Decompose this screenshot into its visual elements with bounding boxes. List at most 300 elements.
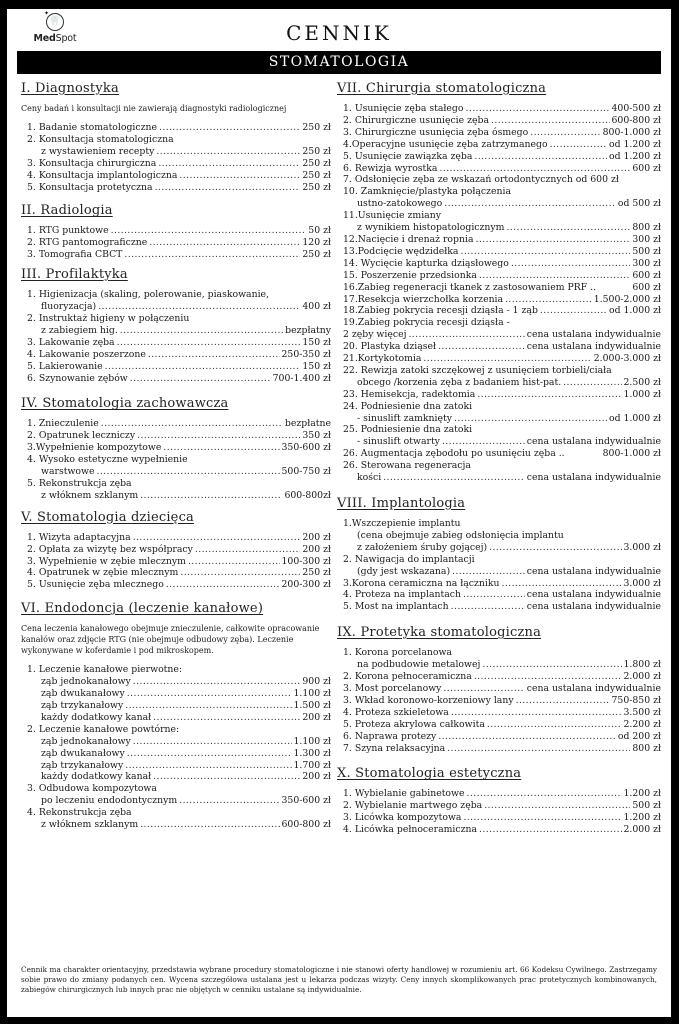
item-label: 21.Kortykotomia bbox=[343, 353, 422, 365]
dot-leader bbox=[133, 676, 301, 688]
item-label: 6. Rewizja wyrostka bbox=[343, 162, 438, 174]
item-label: 1. Leczenie kanałowe pierwotne: bbox=[27, 664, 183, 676]
price-list-card bbox=[7, 9, 671, 1017]
item-price: 350-600 zł bbox=[281, 442, 331, 454]
item-price: 250 zł bbox=[302, 181, 331, 193]
section-diagnostyka bbox=[21, 81, 331, 193]
item-price: 1.700 zł bbox=[293, 759, 331, 771]
item-label: każdy dodatkowy kanał bbox=[41, 771, 152, 783]
dot-leader bbox=[463, 589, 525, 601]
dot-leader bbox=[489, 542, 621, 554]
item-price: 400 zł bbox=[302, 301, 331, 313]
price-item bbox=[27, 736, 331, 748]
dot-leader bbox=[474, 671, 622, 683]
price-item bbox=[27, 361, 331, 373]
item-price: cena ustalana indywidualnie bbox=[526, 565, 661, 577]
dot-leader bbox=[125, 760, 291, 772]
price-item bbox=[27, 373, 331, 385]
dot-leader bbox=[438, 731, 616, 743]
price-item bbox=[343, 377, 661, 389]
section-implantologia bbox=[337, 496, 661, 613]
item-label: 3.Wypełnienie kompozytowe bbox=[27, 442, 162, 454]
price-item bbox=[343, 353, 661, 365]
item-price: 2.000 zł bbox=[623, 824, 661, 836]
item-label: każdy dodatkowy kanał bbox=[41, 711, 152, 723]
dot-leader bbox=[127, 688, 292, 700]
item-price: 700-1.400 zł bbox=[272, 372, 331, 384]
item-price: 2.000 zł bbox=[623, 671, 661, 683]
dot-leader bbox=[111, 225, 307, 237]
price-item bbox=[343, 210, 661, 222]
item-price: 1.000 zł bbox=[623, 388, 661, 400]
dot-leader bbox=[133, 532, 301, 544]
dot-leader bbox=[451, 601, 525, 613]
item-price: 350-600 zł bbox=[281, 795, 331, 807]
section-profilaktyka bbox=[21, 267, 331, 384]
item-price: 200-300 zł bbox=[281, 579, 331, 591]
item-label: ząb jednokanałowy bbox=[41, 676, 131, 688]
item-label: obcego /korzenia zęba z badaniem hist-pat. bbox=[357, 376, 562, 388]
dot-leader bbox=[137, 430, 300, 442]
item-price: od 1.200 zł bbox=[609, 138, 661, 150]
dot-leader bbox=[195, 544, 301, 556]
dot-leader bbox=[447, 743, 630, 755]
price-item bbox=[343, 139, 661, 151]
item-price: 200 zł bbox=[302, 771, 331, 783]
item-label: 2. Wybielanie martwego zęba bbox=[343, 800, 483, 812]
item-price: 1.300 zł bbox=[293, 747, 331, 759]
price-item bbox=[343, 472, 661, 484]
item-label: ustno-zatokowego bbox=[357, 198, 443, 210]
price-item bbox=[27, 807, 331, 819]
price-item bbox=[343, 424, 661, 436]
item-price: od 1.200 zł bbox=[609, 150, 661, 162]
price-item bbox=[343, 448, 661, 460]
item-label: 1. Usunięcie zęba stałego bbox=[343, 103, 464, 114]
item-label: 5. Rekonstrukcja zęba bbox=[27, 477, 132, 489]
dot-leader bbox=[156, 146, 300, 158]
dot-leader bbox=[550, 139, 607, 151]
item-price: 200 zł bbox=[302, 711, 331, 723]
item-price: 1.100 zł bbox=[293, 688, 331, 700]
item-label: z zabiegiem hig. bbox=[41, 324, 118, 336]
item-price: 800-1.000 zł bbox=[602, 126, 661, 138]
dot-leader bbox=[467, 788, 622, 800]
item-label: ząb trzykanałowy bbox=[41, 759, 124, 771]
price-item bbox=[343, 659, 661, 671]
dot-leader bbox=[540, 305, 607, 317]
item-price: od 1.000 zł bbox=[609, 305, 661, 317]
item-label: 2. Korona pełnoceramiczna bbox=[343, 671, 472, 683]
item-label: 16.Zabieg regeneracji tkanek z zastosowaniem PRF .. bbox=[343, 281, 597, 293]
item-price: 500-750 zł bbox=[281, 466, 331, 478]
dot-leader bbox=[474, 151, 607, 163]
item-label: 26. Sterowana regeneracja bbox=[343, 460, 471, 472]
item-price: 3.000 zł bbox=[623, 541, 661, 553]
item-label: z wynikiem histopatologicznym bbox=[357, 222, 505, 234]
page-title: CENNIK bbox=[286, 21, 392, 45]
item-price: 400-500 zł bbox=[611, 103, 661, 114]
right-column bbox=[337, 81, 661, 836]
section-title: IV. Stomatologia zachowawcza bbox=[21, 396, 229, 412]
dot-leader bbox=[479, 824, 621, 836]
price-item bbox=[27, 760, 331, 772]
item-label: ząb dwukanałowy bbox=[41, 688, 125, 700]
item-price: 250-350 zł bbox=[281, 348, 331, 360]
item-price: 100-300 zł bbox=[281, 555, 331, 567]
item-label: 6. Naprawa protezy bbox=[343, 730, 437, 742]
item-label: 1. Korona porcelanowa bbox=[343, 647, 452, 659]
item-price: 600 zł bbox=[632, 281, 661, 293]
price-item bbox=[27, 579, 331, 591]
price-item bbox=[343, 282, 661, 294]
dot-leader bbox=[530, 127, 600, 139]
dot-leader bbox=[163, 442, 279, 454]
dot-leader bbox=[127, 748, 292, 760]
item-label: 2. RTG pantomograficzne bbox=[27, 237, 148, 249]
price-item bbox=[343, 566, 661, 578]
section-radiologia bbox=[21, 203, 331, 261]
item-label: - sinuslift otwarty bbox=[357, 436, 440, 448]
dot-leader bbox=[443, 683, 524, 695]
section-note: Ceny badań i konsultacji nie zawierają diagnostyki radiologicznej bbox=[21, 104, 287, 113]
item-label: 25. Podniesienie dna zatoki bbox=[343, 424, 473, 436]
section-title: VII. Chirurgia stomatologiczna bbox=[337, 81, 547, 96]
price-item bbox=[343, 341, 661, 353]
item-label: 5. Usunięcie zawiązka zęba bbox=[343, 150, 473, 162]
dot-leader bbox=[188, 556, 280, 568]
price-item bbox=[27, 249, 331, 261]
item-price: 600-800 zł bbox=[611, 114, 661, 126]
item-label: 2. Opatrunek leczniczy bbox=[27, 430, 136, 442]
item-label: 4.Operacyjne usunięcie zęba zatrzymanego bbox=[343, 138, 548, 150]
price-item bbox=[343, 788, 661, 800]
item-price: 1.100 zł bbox=[293, 735, 331, 747]
price-item bbox=[27, 237, 331, 249]
item-label: 1. Znieczulenie bbox=[27, 418, 99, 430]
price-item bbox=[343, 460, 661, 472]
section-title: X. Stomatologia estetyczna bbox=[337, 766, 522, 782]
item-price: 1.500-2.000 zł bbox=[593, 293, 661, 305]
item-label: 3. Lakowanie zęba bbox=[27, 336, 115, 348]
item-label: 5. Usunięcie zęba mlecznego bbox=[27, 579, 164, 591]
dot-leader bbox=[140, 490, 282, 502]
item-price: 1.200 zł bbox=[623, 788, 661, 800]
dot-leader bbox=[463, 812, 621, 824]
section-dziecieca bbox=[21, 510, 331, 592]
price-item bbox=[343, 294, 661, 306]
price-list bbox=[337, 103, 661, 484]
item-label: (cena obejmuje zabieg odsłonięcia implantu bbox=[357, 529, 564, 541]
price-item bbox=[27, 771, 331, 783]
item-label: 1. Badanie stomatologiczne bbox=[27, 122, 157, 133]
section-protetyka bbox=[337, 625, 661, 754]
price-list bbox=[21, 225, 331, 261]
price-list bbox=[21, 532, 331, 592]
dot-leader bbox=[465, 103, 609, 115]
item-label: - sinuslift zamknięty bbox=[357, 412, 453, 424]
price-item bbox=[343, 329, 661, 341]
item-label: kości bbox=[357, 472, 382, 484]
price-list bbox=[21, 418, 331, 501]
item-label: 15. Poszerzenie przedsionka bbox=[343, 269, 477, 281]
price-item bbox=[27, 567, 331, 579]
disclaimer: Cennik ma charakter orientacyjny, przedstawia wybrane procedury stomatologiczne i nie stanowi oferty handlowej w rozumieniu art. 66 Kodeksu Cywilnego. Zastrzegamy sobie prawo do zmiany podanych cen. Wycena szczegółowa ustalana jest u lekarza podczas wizyty. Ceny innych skomplikowanych prac protetycznych kombinowanych, zabiegów chirurgicznych lub innych prac nie objętych w cenniku ustalane są indywidualnie. bbox=[21, 965, 657, 994]
price-item bbox=[27, 748, 331, 760]
dot-leader bbox=[511, 258, 631, 270]
item-price: 300 zł bbox=[632, 257, 661, 269]
price-list bbox=[337, 518, 661, 613]
dot-leader bbox=[130, 373, 271, 385]
dot-leader bbox=[451, 707, 622, 719]
price-item bbox=[27, 688, 331, 700]
dot-leader bbox=[502, 578, 622, 590]
price-item bbox=[343, 601, 661, 613]
dot-leader bbox=[505, 294, 592, 306]
tooth-icon: ✦ 🦷 bbox=[46, 13, 64, 31]
item-label: z włóknem szklanym bbox=[41, 819, 139, 831]
item-label: 1. Wybielanie gabinetowe bbox=[343, 788, 465, 800]
price-item bbox=[343, 401, 661, 413]
price-list bbox=[21, 122, 331, 193]
item-price: 1.500 zł bbox=[293, 700, 331, 711]
price-item bbox=[343, 683, 661, 695]
section-estetyczna bbox=[337, 766, 661, 836]
item-label: 3.Korona ceramiczna na łączniku bbox=[343, 577, 500, 589]
item-price: 150 zł bbox=[302, 360, 331, 372]
dot-leader bbox=[408, 329, 524, 341]
item-price: 2.200 zł bbox=[623, 718, 661, 730]
section-title: IX. Protetyka stomatologiczna bbox=[337, 625, 542, 641]
price-item bbox=[27, 182, 331, 194]
item-price: cena ustalana indywidualnie bbox=[526, 601, 661, 613]
price-item bbox=[27, 418, 331, 430]
item-price: 50 zł bbox=[308, 225, 331, 237]
item-price: 2.500 zł bbox=[623, 376, 661, 388]
item-price: 600-800zł bbox=[284, 489, 331, 501]
price-item bbox=[343, 719, 661, 731]
dot-leader bbox=[477, 389, 621, 401]
price-item bbox=[343, 103, 661, 115]
dot-leader bbox=[125, 700, 291, 712]
item-label: 3. Wypełnienie w zębie mlecznym bbox=[27, 555, 186, 567]
item-label: 2. Konsultacja stomatologiczna bbox=[27, 133, 174, 145]
dot-leader bbox=[159, 122, 300, 134]
item-label: 17.Resekcja wierzchołka korzenia bbox=[343, 293, 504, 305]
item-label: 19.Zabieg pokrycia recesji dziąsła - bbox=[343, 317, 510, 329]
item-label: 4. Proteza szkieletowa bbox=[343, 706, 449, 718]
item-price: bezpłatne bbox=[284, 418, 331, 430]
price-item bbox=[343, 518, 661, 530]
price-item bbox=[27, 122, 331, 134]
section-note: Cena leczenia kanałowego obejmuje znieczulenie, całkowite opracowanie kanałów oraz zdjęcie RTG (nie obejmuje odbudowy zęba). Leczenie wykonywane w koferdamie i pod mikroskopem. bbox=[21, 624, 320, 656]
item-price: 250 zł bbox=[302, 249, 331, 261]
item-label: fluoryzacja) bbox=[41, 301, 97, 313]
price-item bbox=[343, 647, 661, 659]
item-price: 250 zł bbox=[302, 567, 331, 579]
brand-bold: Med bbox=[33, 33, 56, 44]
dot-leader bbox=[149, 237, 300, 249]
item-label: z założeniem śruby gojącej) bbox=[357, 541, 488, 553]
section-title: VI. Endodoncja (leczenie kanałowe) bbox=[21, 601, 264, 617]
price-item bbox=[27, 430, 331, 442]
dot-leader bbox=[482, 659, 621, 671]
price-item bbox=[343, 317, 661, 329]
dot-leader bbox=[423, 353, 591, 365]
price-list bbox=[337, 647, 661, 754]
item-price: 150 zł bbox=[302, 336, 331, 348]
price-item bbox=[343, 258, 661, 270]
price-item bbox=[343, 707, 661, 719]
item-price: cena ustalana indywidualnie bbox=[526, 341, 661, 353]
dot-leader bbox=[153, 771, 300, 783]
item-label: 4. Proteza na implantach bbox=[343, 589, 461, 601]
item-price: 800-1.000 zł bbox=[602, 448, 661, 460]
item-price: cena ustalana indywidualnie bbox=[526, 682, 661, 694]
item-price: cena ustalana indywidualnie bbox=[526, 589, 661, 601]
item-price: cena ustalana indywidualnie bbox=[526, 436, 661, 448]
price-item bbox=[27, 337, 331, 349]
item-label: 2. Leczenie kanałowe powtórne: bbox=[27, 723, 180, 735]
price-item bbox=[27, 325, 331, 337]
item-label: 12.Nacięcie i drenaż ropnia bbox=[343, 233, 474, 245]
price-item bbox=[27, 225, 331, 237]
item-label: 22. Rewizja zatoki szczękowej z usunięciem torbieli/ciała bbox=[343, 364, 612, 376]
dot-leader bbox=[133, 736, 292, 748]
item-price: od 1.000 zł bbox=[609, 412, 661, 424]
dot-leader bbox=[101, 418, 283, 430]
item-label: 3. Tomografia CBCT bbox=[27, 249, 123, 261]
price-item bbox=[27, 664, 331, 676]
item-label: 4. Lakowanie poszerzone bbox=[27, 348, 146, 360]
price-item bbox=[343, 365, 661, 377]
price-item bbox=[27, 301, 331, 313]
price-item bbox=[343, 743, 661, 755]
dot-leader bbox=[179, 795, 279, 807]
price-item bbox=[343, 589, 661, 601]
dot-leader bbox=[124, 249, 300, 261]
item-price: cena ustalana indywidualnie bbox=[526, 472, 661, 484]
price-item bbox=[27, 544, 331, 556]
item-price: bezpłatny bbox=[285, 324, 331, 336]
item-label: 11.Usunięcie zmiany bbox=[343, 210, 441, 222]
item-label: ząb jednokanałowy bbox=[41, 735, 131, 747]
price-item bbox=[343, 413, 661, 425]
item-label: 4. Licówka pełnoceramiczna bbox=[343, 824, 478, 836]
item-label: 7. Szyna relaksacyjna bbox=[343, 742, 446, 754]
price-item bbox=[343, 731, 661, 743]
item-label: z wystawieniem recepty bbox=[41, 145, 155, 157]
dot-leader bbox=[179, 170, 300, 182]
item-price: od 200 zł bbox=[617, 730, 661, 742]
dot-leader bbox=[155, 182, 301, 194]
item-label: po leczeniu endodontycznym bbox=[41, 795, 178, 807]
price-item bbox=[27, 170, 331, 182]
price-item bbox=[343, 234, 661, 246]
item-price: cena ustalana indywidualnie bbox=[526, 329, 661, 341]
price-item bbox=[343, 436, 661, 448]
price-item bbox=[27, 158, 331, 170]
dot-leader bbox=[153, 712, 300, 724]
item-price: 600 zł bbox=[632, 162, 661, 174]
item-price: 800 zł bbox=[632, 742, 661, 754]
price-item bbox=[27, 819, 331, 831]
price-item bbox=[343, 671, 661, 683]
item-price: 750-850 zł bbox=[611, 694, 661, 706]
price-item bbox=[343, 578, 661, 590]
price-item bbox=[27, 795, 331, 807]
price-item bbox=[343, 151, 661, 163]
price-list bbox=[21, 289, 331, 384]
price-item bbox=[27, 313, 331, 325]
item-label: 3. Most porcelanowy bbox=[343, 682, 442, 694]
dot-leader bbox=[439, 163, 630, 175]
item-label: 5. Proteza akrylowa całkowita bbox=[343, 718, 485, 730]
section-endodoncja bbox=[21, 601, 331, 831]
item-label: 1. RTG punktowe bbox=[27, 225, 109, 237]
dot-leader bbox=[98, 301, 300, 313]
item-price: 3.500 zł bbox=[623, 706, 661, 718]
item-price: 1.800 zł bbox=[623, 659, 661, 671]
dot-leader bbox=[454, 413, 607, 425]
item-price: 900 zł bbox=[302, 676, 331, 688]
dot-leader bbox=[460, 246, 630, 258]
item-label: ząb trzykanałowy bbox=[41, 700, 124, 711]
price-item bbox=[343, 174, 661, 186]
price-item bbox=[343, 270, 661, 282]
price-item bbox=[27, 490, 331, 502]
price-item bbox=[343, 389, 661, 401]
item-price: 250 zł bbox=[302, 122, 331, 133]
price-item bbox=[27, 454, 331, 466]
item-label: 6. Szynowanie zębów bbox=[27, 372, 128, 384]
price-item bbox=[343, 163, 661, 175]
dot-leader bbox=[438, 341, 525, 353]
item-price: 200 zł bbox=[302, 531, 331, 543]
dot-leader bbox=[120, 325, 283, 337]
item-price: 2.000-3.000 zł bbox=[593, 353, 661, 365]
dot-leader bbox=[444, 198, 616, 210]
price-item bbox=[27, 676, 331, 688]
item-label: 23. Hemisekcja, radektomia bbox=[343, 388, 476, 400]
price-item bbox=[27, 700, 331, 712]
item-label: 13.Podcięcie wędzidełka bbox=[343, 245, 459, 257]
brand-light: Spot bbox=[55, 33, 77, 44]
item-label: 5. Konsultacja protetyczna bbox=[27, 181, 153, 193]
section-title: I. Diagnostyka bbox=[21, 81, 119, 96]
item-label: 3. Wkład koronowo-korzeniowy lany bbox=[343, 694, 514, 706]
item-price: 250 zł bbox=[302, 157, 331, 169]
item-label: 2 zęby więcej bbox=[343, 329, 407, 341]
item-price: 500 zł bbox=[632, 245, 661, 257]
price-item bbox=[343, 127, 661, 139]
dot-leader bbox=[479, 270, 630, 282]
item-label: 1. Higienizacja (skaling, polerowanie, piaskowanie, bbox=[27, 289, 270, 301]
price-item bbox=[27, 442, 331, 454]
dot-leader bbox=[452, 566, 525, 578]
dot-leader bbox=[383, 472, 525, 484]
item-label: z włóknem szklanym bbox=[41, 489, 139, 501]
dot-leader bbox=[442, 436, 525, 448]
item-label: 4. Wysoko estetyczne wypełnienie bbox=[27, 454, 188, 466]
price-item bbox=[27, 478, 331, 490]
item-label: (gdy jest wskazana) bbox=[357, 565, 451, 577]
section-zachowawcza bbox=[21, 396, 331, 501]
item-price: 800 zł bbox=[632, 222, 661, 234]
item-label: 5. Lakierowanie bbox=[27, 360, 103, 372]
item-label: 10. Zamknięcie/plastyka połączenia bbox=[343, 186, 512, 198]
price-item bbox=[27, 783, 331, 795]
